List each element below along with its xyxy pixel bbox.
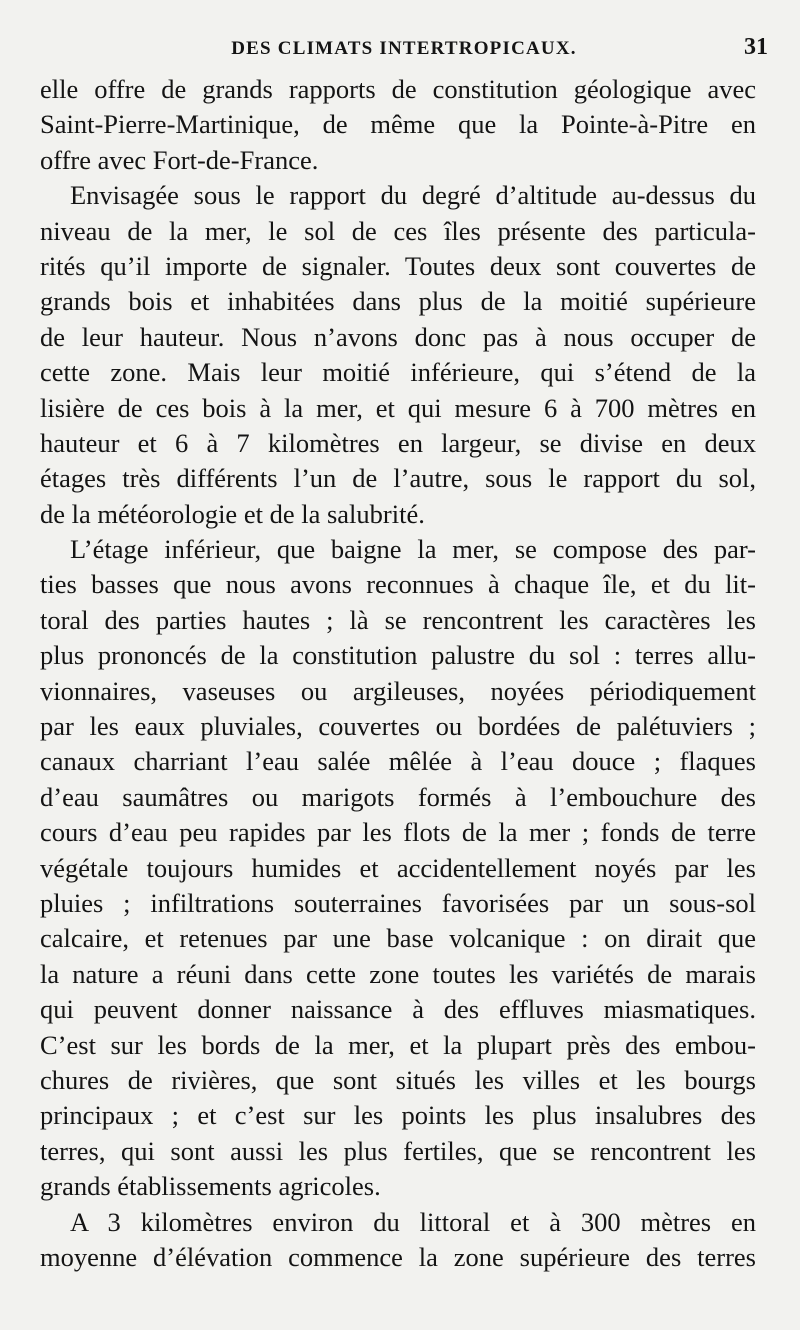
text-line: moyenne d’élévation commence la zone supérieure des terres	[40, 1241, 756, 1272]
text-line: canaux charriant l’eau salée mêlée à l’eau douce ; flaques	[40, 746, 756, 777]
body-text	[40, 72, 756, 1275]
text-line: Envisagée sous le rapport du degré d’altitude au-dessus du	[70, 180, 756, 211]
text-line: offre avec Fort-de-France.	[40, 144, 319, 175]
text-line: la nature a réuni dans cette zone toutes les variétés de marais	[40, 958, 756, 989]
text-line: L’étage inférieur, que baigne la mer, se compose des par-	[70, 534, 756, 565]
text-line: elle offre de grands rapports de constitution géologique avec	[40, 74, 756, 104]
text-line: chures de rivières, que sont situés les villes et les bourgs	[40, 1064, 756, 1095]
text-line: d’eau saumâtres ou marigots formés à l’embouchure des	[40, 781, 756, 812]
page-header	[40, 36, 768, 66]
page-number: 31	[744, 34, 768, 60]
text-line: calcaire, et retenues par une base volcanique : on dirait que	[40, 923, 756, 954]
text-line: pluies ; infiltrations souterraines favorisées par un sous-sol	[40, 887, 756, 918]
text-line: étages très différents l’un de l’autre, sous le rapport du sol,	[40, 463, 756, 494]
text-line: hauteur et 6 à 7 kilomètres en largeur, se divise en deux	[40, 427, 756, 458]
text-line: toral des parties hautes ; là se rencontrent les caractères les	[40, 604, 756, 635]
text-line: lisière de ces bois à la mer, et qui mesure 6 à 700 mètres en	[40, 392, 756, 423]
text-line: niveau de la mer, le sol de ces îles présente des particula-	[40, 215, 756, 246]
text-line: par les eaux pluviales, couvertes ou bordées de palétuviers ;	[40, 711, 756, 742]
text-line: terres, qui sont aussi les plus fertiles, que se rencontrent les	[40, 1135, 756, 1166]
running-head: DES CLIMATS INTERTROPICAUX.	[231, 38, 577, 59]
text-line: de la météorologie et de la salubrité.	[40, 498, 425, 529]
text-line: rités qu’il importe de signaler. Toutes deux sont couvertes de	[40, 250, 756, 281]
text-line: ties basses que nous avons reconnues à chaque île, et du lit-	[40, 569, 756, 600]
text-line: grands bois et inhabitées dans plus de la moitié supérieure	[40, 286, 756, 317]
text-line: qui peuvent donner naissance à des effluves miasmatiques.	[40, 994, 756, 1025]
text-line: plus prononcés de la constitution palustre du sol : terres allu-	[40, 640, 756, 671]
text-line: de leur hauteur. Nous n’avons donc pas à nous occuper de	[40, 321, 756, 352]
text-line: cette zone. Mais leur moitié inférieure, qui s’étend de la	[40, 357, 756, 388]
text-line: grands établissements agricoles.	[40, 1171, 381, 1202]
text-line: A 3 kilomètres environ du littoral et à 300 mètres en	[70, 1206, 756, 1237]
text-line: principaux ; et c’est sur les points les plus insalubres des	[40, 1100, 756, 1131]
text-line: Saint-Pierre-Martinique, de même que la Pointe-à-Pitre en	[40, 109, 756, 140]
text-line: vionnaires, vaseuses ou argileuses, noyées périodiquement	[40, 675, 756, 706]
text-line: végétale toujours humides et accidentellement noyés par les	[40, 852, 756, 883]
text-line: C’est sur les bords de la mer, et la plupart près des embou-	[40, 1029, 756, 1060]
text-line: cours d’eau peu rapides par les flots de la mer ; fonds de terre	[40, 817, 756, 848]
